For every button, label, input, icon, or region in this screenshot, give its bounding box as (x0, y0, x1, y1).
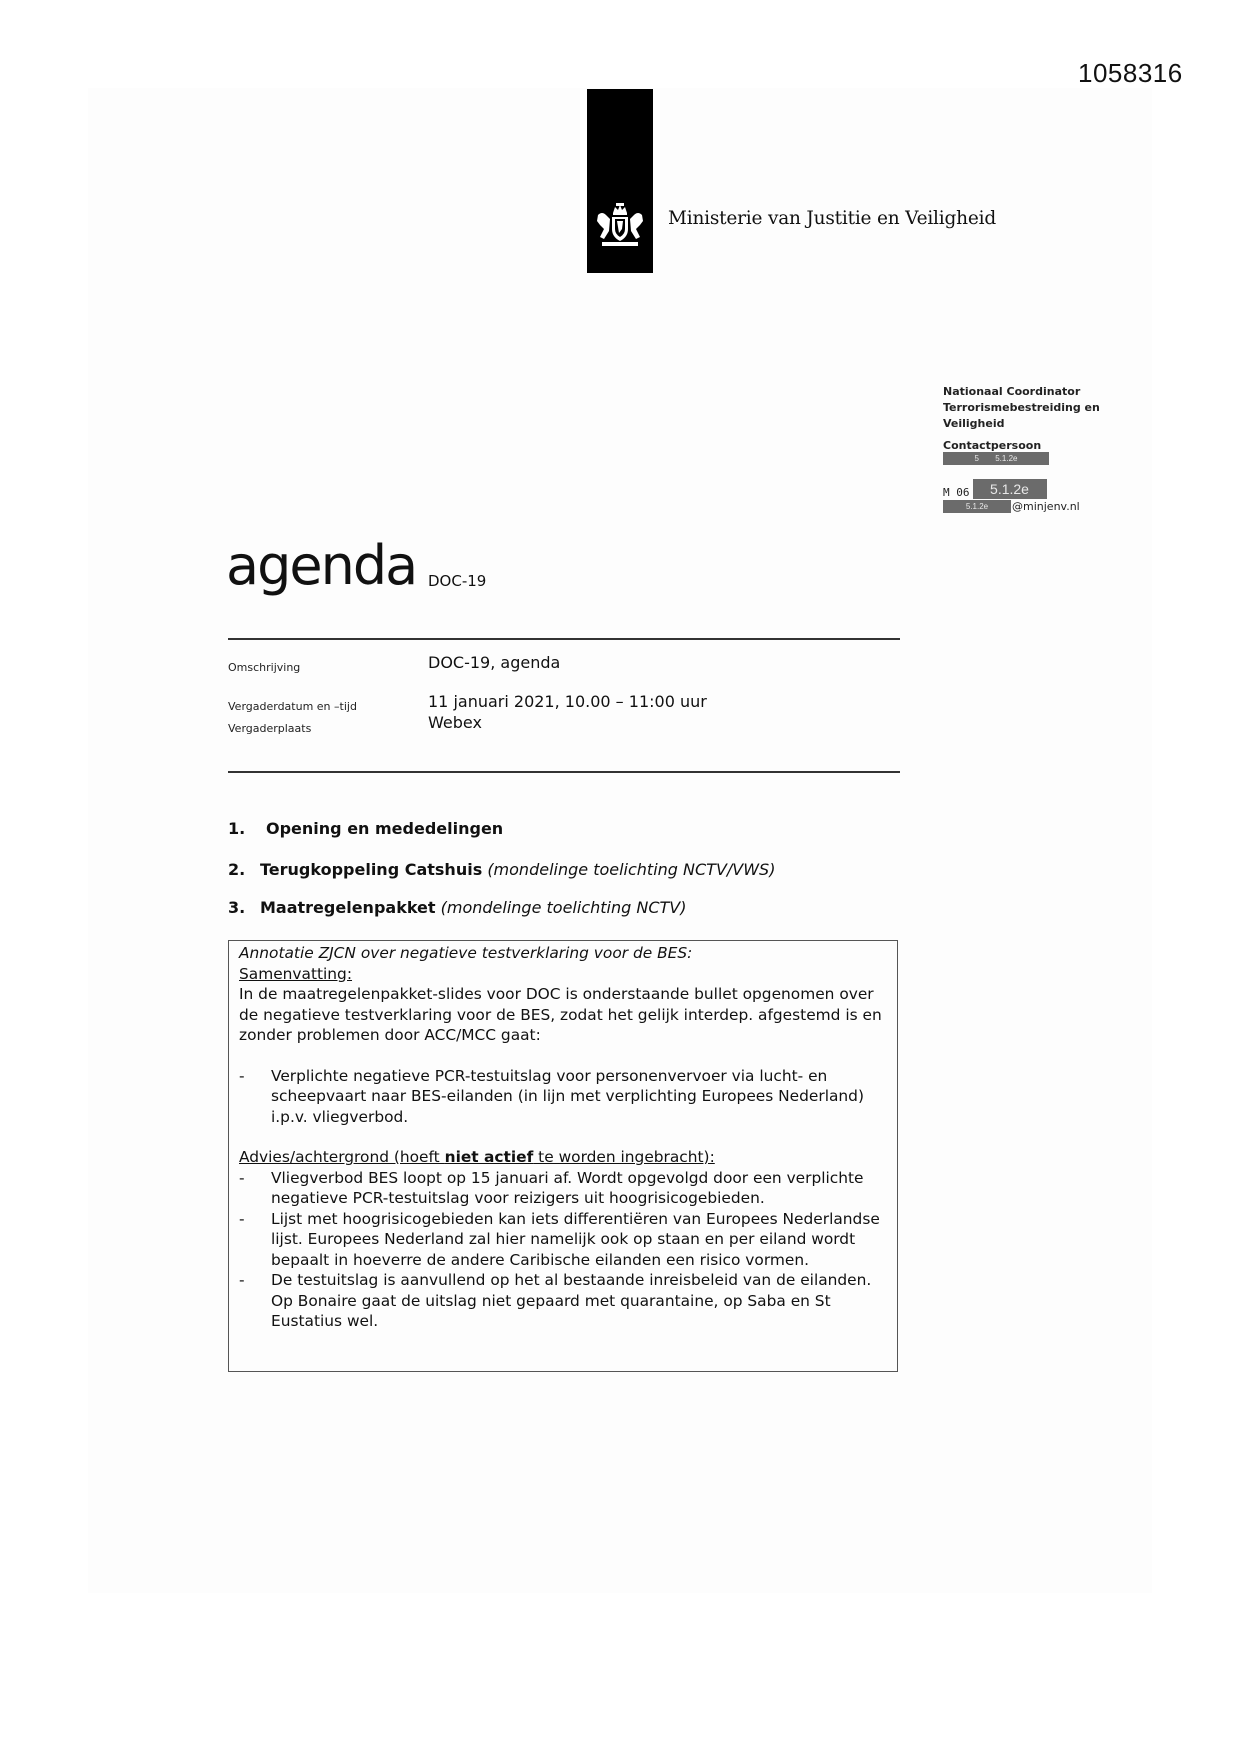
agenda-item (228, 898, 686, 917)
org-name-line: Terrorismebestreiding en (943, 401, 1100, 414)
item-note: (mondelinge toelichting NCTV/VWS) (487, 860, 776, 879)
bullet-text: De testuitslag is aanvullend op het al bestaande inreisbeleid van de eilanden. Op Bonaire gaat de uitslag niet gepaard met quarantaine, op Saba en St Eustatius wel. (271, 1271, 872, 1330)
dash-bullet: - (239, 1168, 245, 1187)
annotation-box (228, 940, 898, 1372)
redaction-code: 5.1.2e (995, 454, 1018, 463)
advice-label-emphasis: niet actief (444, 1148, 534, 1166)
datum-label: Vergaderdatum en –tijd (228, 700, 357, 713)
bullet-text: Lijst met hoogrisicogebieden kan iets differentiëren van Europees Nederlandse lijst. Europees Nederland zal hier namelijk ook op staan en per eiland wordt bepaalt in hoeverre de andere Caribische eilanden een risico vormen. (271, 1209, 880, 1269)
item-title: Opening en mededelingen (266, 819, 504, 838)
redacted-phone: 5.1.2e (973, 479, 1047, 499)
divider (228, 638, 900, 640)
ministry-logo (587, 89, 653, 273)
summary-bullet (239, 1066, 887, 1128)
agenda-item (228, 860, 775, 879)
item-title: Maatregelenpakket (260, 898, 436, 917)
phone-row (943, 479, 1143, 499)
advice-bullet (239, 1270, 887, 1332)
summary-label: Samenvatting: (239, 964, 353, 983)
redaction-code: 5 (974, 454, 979, 463)
email-domain: @minjenv.nl (1012, 499, 1080, 513)
annotation-heading: Annotatie ZJCN over negatieve testverklaring voor de BES: (239, 944, 693, 962)
email-row (943, 499, 1143, 513)
advice-label (239, 1147, 887, 1168)
dutch-coat-of-arms-icon (594, 201, 646, 249)
sender-block (943, 384, 1143, 513)
dash-bullet: - (239, 1066, 245, 1085)
item-number: 1. (228, 819, 246, 838)
org-name-line: Veiligheid (943, 417, 1005, 430)
omschrijving-value: DOC-19, agenda (428, 653, 561, 672)
dash-bullet: - (239, 1271, 245, 1289)
redacted-email-user: 5.1.2e (943, 500, 1011, 513)
item-number: 2. (228, 860, 246, 879)
agenda-item (228, 819, 503, 838)
advice-bullet (239, 1209, 887, 1271)
item-note: (mondelinge toelichting NCTV) (440, 898, 687, 917)
document-number: 1058316 (1078, 58, 1183, 88)
bullet-text: Vliegverbod BES loopt op 15 januari af. Wordt opgevolgd door een verplichte negatieve PCR-testuitslag voor reizigers uit hoogrisicogebieden. (271, 1168, 864, 1207)
datum-value: 11 januari 2021, 10.00 – 11:00 uur (428, 692, 707, 711)
plaats-label: Vergaderplaats (228, 722, 312, 735)
item-title: Terugkoppeling Catshuis (260, 860, 483, 879)
page-title: agenda (226, 534, 417, 597)
omschrijving-label: Omschrijving (228, 661, 301, 674)
bullet-text: Verplichte negatieve PCR-testuitslag voor personenvervoer via lucht- en scheepvaart naar BES-eilanden (in lijn met verplichting Europees Nederland) i.p.v. vliegverbod. (271, 1066, 864, 1126)
redacted-contact-name (943, 452, 1049, 465)
advice-bullet (239, 1168, 887, 1209)
dash-bullet: - (239, 1209, 245, 1228)
ministry-name: Ministerie van Justitie en Veiligheid (668, 208, 996, 229)
advice-label-post: te worden ingebracht): (533, 1148, 715, 1166)
divider (228, 771, 900, 773)
item-number: 3. (228, 898, 246, 917)
phone-prefix: M 06 (943, 486, 970, 499)
plaats-value: Webex (428, 713, 482, 732)
summary-text: In de maatregelenpakket-slides voor DOC is onderstaande bullet opgenomen over de negatieve testverklaring voor de BES, zodat het gelijk interdep. afgestemd is en zonder problemen door ACC/MCC gaat: (239, 985, 882, 1044)
advice-label-pre: Advies/achtergrond (hoeft (239, 1148, 445, 1166)
contact-label: Contactpersoon (943, 439, 1042, 452)
page-subtitle: DOC-19 (428, 572, 487, 590)
org-name-line: Nationaal Coordinator (943, 385, 1081, 398)
